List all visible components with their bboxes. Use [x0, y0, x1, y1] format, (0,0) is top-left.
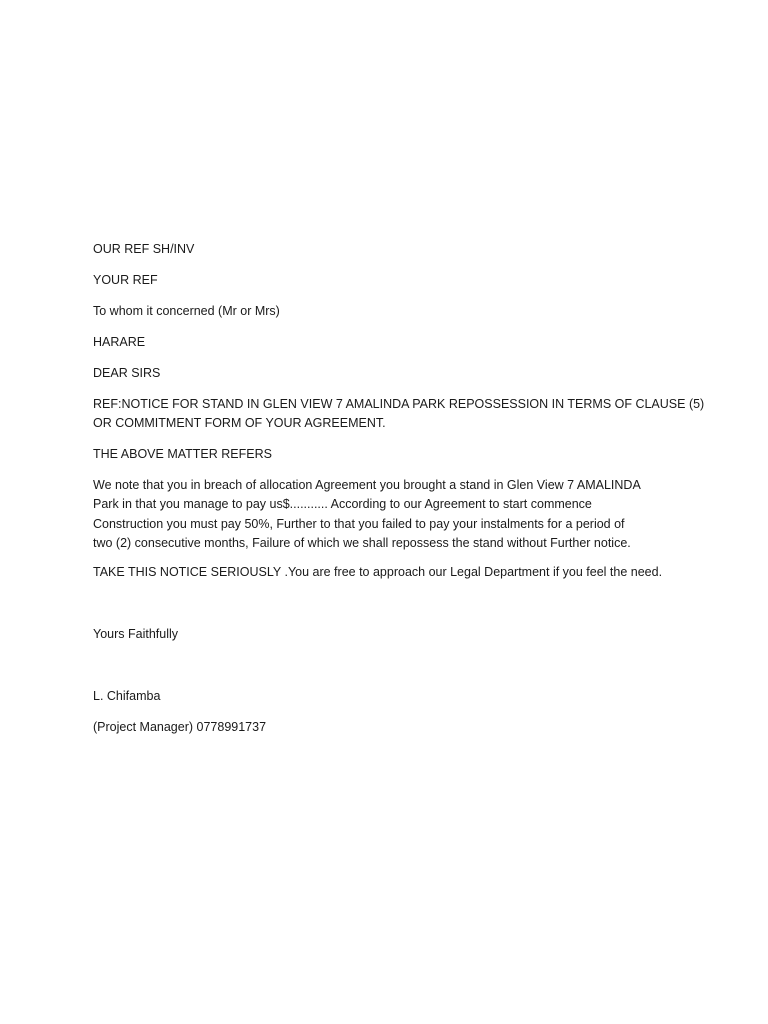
body-paragraph [93, 476, 683, 553]
salutation: DEAR SIRS [93, 366, 161, 380]
body-line: Construction you must pay 50%, Further to that you failed to pay your instalments for a period of [93, 516, 625, 531]
signatory-title: (Project Manager) 0778991737 [93, 720, 267, 734]
subject-line: OR COMMITMENT FORM OF YOUR AGREEMENT. [93, 416, 386, 431]
body-line: Park in that you manage to pay us$........... According to our Agreement to start commence [93, 497, 592, 512]
body-line: We note that you in breach of allocation Agreement you brought a stand in Glen View 7 AMALINDA [93, 478, 641, 492]
your-reference: YOUR REF [93, 273, 158, 287]
subject-line: REF:NOTICE FOR STAND IN GLEN VIEW 7 AMALINDA PARK REPOSSESSION IN TERMS OF CLAUSE (5) [93, 397, 705, 411]
notice-line: TAKE THIS NOTICE SERIOUSLY .You are free to approach our Legal Department if you feel the need. [93, 565, 663, 579]
subject-reference [93, 395, 705, 434]
matter-refers-line: THE ABOVE MATTER REFERS [93, 447, 272, 461]
closing: Yours Faithfully [93, 627, 178, 641]
signatory-name: L. Chifamba [93, 689, 161, 703]
addressee: To whom it concerned (Mr or Mrs) [93, 304, 280, 318]
our-reference: OUR REF SH/INV [93, 242, 195, 256]
city: HARARE [93, 335, 146, 349]
body-line: two (2) consecutive months, Failure of which we shall repossess the stand without Further notice. [93, 535, 631, 550]
